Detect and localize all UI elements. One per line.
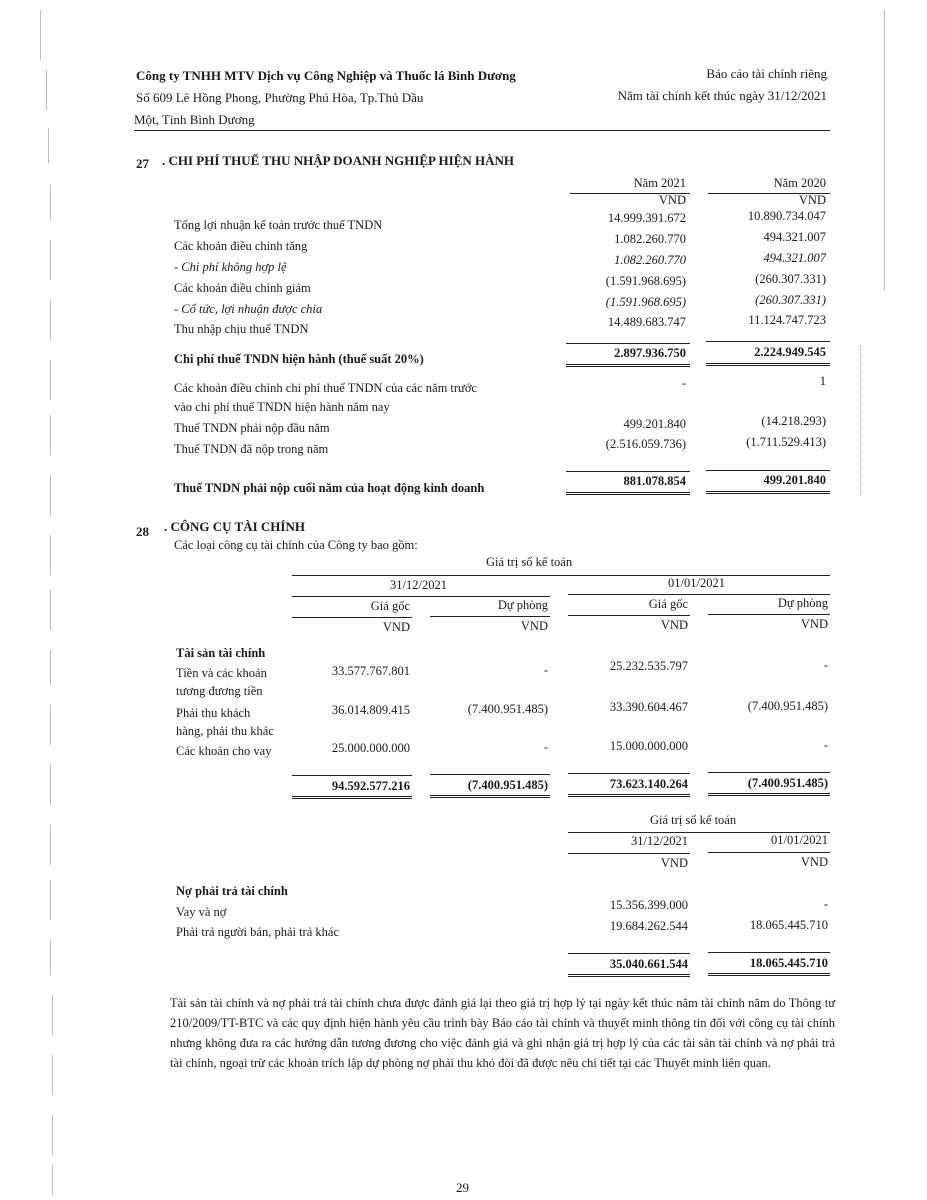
liab-carrying-value-header: Giá trị sổ kế toán	[650, 813, 737, 827]
asset-cost-2020: 15.000.000.000	[609, 739, 688, 753]
liability-value-2021: 15.356.399.000	[609, 898, 688, 912]
financial-liabilities-heading: Nợ phải trả tài chính	[176, 884, 288, 898]
asset-cost-2020: 33.390.604.467	[609, 700, 688, 714]
asset-cost-2021: 33.577.767.801	[331, 664, 410, 678]
unit-col-2: VND	[520, 619, 548, 633]
unit-col-1: VND	[382, 620, 410, 634]
row-value-2021: 1.082.260.770	[614, 253, 686, 267]
date-header-2: 01/01/2021	[668, 576, 725, 590]
asset-provision-2021: -	[543, 663, 548, 677]
provision-header-2: Dự phòng	[777, 596, 828, 610]
row-label: - Chi phí không hợp lệ	[174, 260, 287, 274]
report-title: Báo cáo tài chính riêng	[706, 66, 827, 81]
tax-paid-2021: (2.516.059.736)	[605, 437, 686, 451]
row-value-2021: 1.082.260.770	[614, 232, 686, 246]
col-2021-header: Năm 2021	[633, 176, 686, 190]
row-value-2021: (1.591.968.695)	[605, 274, 686, 288]
row-label: Tổng lợi nhuận kế toán trước thuế TNDN	[174, 218, 383, 232]
liabilities-total-2021: 35.040.661.544	[609, 957, 688, 971]
tax-paid-label: Thuế TNDN đã nộp trong năm	[174, 442, 329, 456]
col-2020-header: Năm 2020	[773, 176, 826, 190]
section-28-number: 28	[136, 524, 149, 539]
row-value-2021: 14.999.391.672	[607, 211, 686, 225]
row-label: - Cổ tức, lợi nhuận được chia	[174, 302, 323, 316]
liability-value-2020: -	[823, 897, 828, 911]
asset-label: Các khoản cho vay	[176, 744, 272, 758]
financial-assets-heading: Tài sản tài chính	[176, 646, 266, 660]
asset-provision-2020: -	[823, 738, 828, 752]
asset-label-cont: tương đương tiền	[176, 684, 263, 698]
asset-label: Tiền và các khoản	[176, 666, 267, 680]
liability-label: Vay và nợ	[176, 905, 227, 919]
section-28-intro: Các loại công cụ tài chính của Công ty bao gồm:	[174, 538, 418, 552]
provision-header-1: Dự phòng	[497, 598, 548, 612]
liab-date-header-2: 01/01/2021	[771, 833, 828, 847]
fair-value-note: Tài sản tài chính và nợ phải trả tài chính chưa được đánh giá lại theo giá trị hợp lý tại ngày kết thúc năm tài chính năm do Thông tư 210/2009/TT-BTC và các quy định hiện hành yêu cầu trình bày Báo cáo tài chính và thuyết minh thông tin đối với công cụ tài chính nhưng không đưa ra các hướng dẫn tương đương cho việc đánh giá và ghi nhận giá trị hợp lý của các tài sản tài chính và nợ phải trả tài chính, ngoại trừ các khoản trích lập dự phòng nợ phải thu khó đòi đã được nêu chi tiết tại các Thuyết minh liên quan.	[170, 996, 835, 1070]
asset-label: Phải thu khách	[176, 706, 251, 720]
closing-tax-2021: 881.078.854	[623, 474, 686, 488]
liab-unit-2: VND	[800, 855, 828, 869]
col-2020-unit: VND	[798, 193, 826, 207]
row-label: Các khoản điều chỉnh tăng	[174, 239, 308, 253]
asset-provision-2020: -	[823, 658, 828, 672]
current-tax-label: Chi phí thuế TNDN hiện hành (thuế suất 20%)	[174, 352, 424, 366]
assets-total-cost-2020: 73.623.140.264	[609, 777, 688, 791]
section-27-number: 27	[136, 156, 149, 171]
tax-paid-2020: (1.711.529.413)	[746, 435, 826, 449]
asset-label-cont: hàng, phải thu khác	[176, 724, 274, 738]
page-number: 29	[456, 1180, 469, 1195]
company-address-line1: Số 609 Lê Hồng Phong, Phường Phú Hòa, Tp.Thủ Dầu	[136, 90, 424, 105]
asset-provision-2020: (7.400.951.485)	[747, 699, 828, 713]
liabilities-total-2020: 18.065.445.710	[749, 956, 828, 970]
cost-header-1: Giá gốc	[370, 599, 410, 613]
unit-col-4: VND	[800, 617, 828, 631]
liability-value-2021: 19.684.262.544	[609, 919, 688, 933]
asset-cost-2021: 25.000.000.000	[331, 741, 410, 755]
assets-total-cost-2021: 94.592.577.216	[331, 779, 410, 793]
liability-value-2020: 18.065.445.710	[749, 918, 828, 932]
row-value-2021: 14.489.683.747	[607, 315, 686, 329]
row-value-2020: (260.307.331)	[755, 293, 826, 307]
closing-tax-2020: 499.201.840	[763, 473, 826, 487]
row-value-2020: (260.307.331)	[755, 272, 826, 286]
prior-year-adj-2020: 1	[819, 374, 826, 388]
row-value-2020: 10.890.734.047	[747, 209, 826, 223]
asset-provision-2021: -	[543, 740, 548, 754]
asset-cost-2021: 36.014.809.415	[331, 703, 410, 717]
section-27-title: . CHI PHÍ THUẾ THU NHẬP DOANH NGHIỆP HIỆN HÀNH	[162, 153, 515, 168]
section-28-title: . CÔNG CỤ TÀI CHÍNH	[164, 519, 305, 534]
row-value-2020: 11.124.747.723	[748, 313, 826, 327]
current-tax-2021: 2.897.936.750	[614, 346, 686, 360]
prior-year-adj-2021: -	[681, 376, 686, 390]
liab-date-header-1: 31/12/2021	[631, 834, 688, 848]
unit-col-3: VND	[660, 618, 688, 632]
report-period: Năm tài chính kết thúc ngày 31/12/2021	[617, 88, 827, 103]
opening-tax-2021: 499.201.840	[623, 417, 686, 431]
row-label: Thu nhập chịu thuế TNDN	[174, 322, 309, 336]
asset-provision-2021: (7.400.951.485)	[467, 702, 548, 716]
row-value-2020: 494.321.007	[763, 251, 826, 265]
closing-tax-label: Thuế TNDN phải nộp cuối năm của hoạt động kinh doanh	[174, 481, 485, 495]
prior-year-adj-label-1: Các khoản điều chỉnh chi phí thuế TNDN của các năm trước	[174, 381, 477, 395]
opening-tax-2020: (14.218.293)	[761, 414, 826, 428]
liability-label: Phải trả người bán, phải trả khác	[176, 925, 339, 939]
row-value-2020: 494.321.007	[763, 230, 826, 244]
company-address-line2: Một, Tỉnh Bình Dương	[134, 112, 255, 127]
assets-total-provision-2021: (7.400.951.485)	[467, 778, 548, 792]
col-2021-unit: VND	[658, 193, 686, 207]
header-rule	[134, 130, 830, 131]
cost-header-2: Giá gốc	[648, 597, 688, 611]
assets-total-provision-2020: (7.400.951.485)	[747, 776, 828, 790]
current-tax-2020: 2.224.949.545	[754, 345, 826, 359]
liab-unit-1: VND	[660, 856, 688, 870]
prior-year-adj-label-2: vào chi phí thuế TNDN hiện hành năm nay	[174, 400, 390, 414]
asset-cost-2020: 25.232.535.797	[609, 659, 688, 673]
carrying-value-header: Giá trị sổ kế toán	[486, 555, 573, 569]
opening-tax-label: Thuế TNDN phải nộp đầu năm	[174, 421, 330, 435]
date-header-1: 31/12/2021	[390, 578, 447, 592]
row-value-2021: (1.591.968.695)	[605, 295, 686, 309]
row-label: Các khoản điều chỉnh giảm	[174, 281, 311, 295]
company-name: Công ty TNHH MTV Dịch vụ Công Nghiệp và Thuốc lá Bình Dương	[136, 68, 516, 83]
